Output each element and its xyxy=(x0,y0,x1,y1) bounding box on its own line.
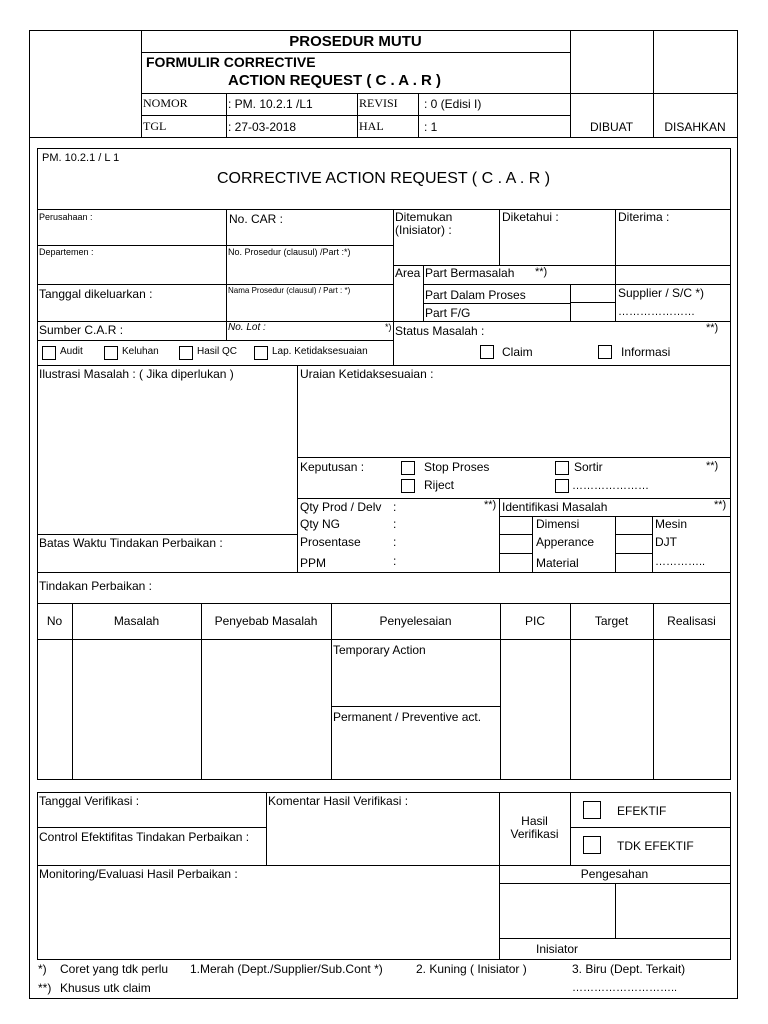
tindakan-perbaikan-label: Tindakan Perbaikan : xyxy=(39,579,152,593)
efektif-label: EFEKTIF xyxy=(617,804,667,818)
efektif-checkbox[interactable] xyxy=(583,801,601,819)
ditemukan-label-1: Ditemukan xyxy=(395,210,453,224)
hasil-qc-label: Hasil QC xyxy=(197,346,238,357)
col-pic-header: PIC xyxy=(524,614,545,628)
hasil-verifikasi-label-1: Hasil xyxy=(521,814,548,828)
informasi-checkbox[interactable] xyxy=(598,345,612,359)
lap-ketidaksesuaian-checkbox[interactable] xyxy=(254,346,268,360)
note2-mark: **) xyxy=(38,981,52,995)
departemen-label: Departemen : xyxy=(39,247,94,257)
col-target-header: Target xyxy=(594,614,629,628)
nomor-label: NOMOR xyxy=(143,96,188,110)
revisi-value: : 0 (Edisi I) xyxy=(424,97,482,111)
dibuat-label: DIBUAT xyxy=(589,120,634,134)
inisiator-label: Inisiator xyxy=(535,942,579,956)
temporary-action-label: Temporary Action xyxy=(333,643,426,657)
nomor-value: : PM. 10.2.1 /L1 xyxy=(228,97,313,111)
tanggal-dikeluarkan-label: Tanggal dikeluarkan : xyxy=(39,287,153,301)
other-keputusan-dots: ………………… xyxy=(572,480,649,492)
disahkan-label: DISAHKAN xyxy=(664,120,726,134)
monitoring-label: Monitoring/Evaluasi Hasil Perbaikan : xyxy=(39,867,238,881)
col-no-header: No xyxy=(46,614,63,628)
supplier-label: Supplier / S/C *) xyxy=(618,286,705,300)
pengesahan-label: Pengesahan xyxy=(580,867,649,881)
keluhan-checkbox[interactable] xyxy=(104,346,118,360)
col-penyelesaian-header: Penyelesaian xyxy=(379,614,452,628)
permanent-action-label: Permanent / Preventive act. xyxy=(333,710,482,724)
no-lot-note: *) xyxy=(385,322,392,332)
form-title-line2: ACTION REQUEST ( C . A . R ) xyxy=(228,72,442,89)
ditemukan-label-2: (Inisiator) : xyxy=(395,223,452,237)
header-title: PROSEDUR MUTU xyxy=(289,33,422,50)
qty-ng-label: Qty NG xyxy=(300,517,341,531)
lap-ketidaksesuaian-label: Lap. Ketidaksesuaian xyxy=(272,346,368,357)
identifikasi-note: **) xyxy=(714,499,727,511)
no-prosedur-label: No. Prosedur (clausul) /Part :*) xyxy=(228,247,351,257)
stop-proses-checkbox[interactable] xyxy=(401,461,415,475)
batas-waktu-label: Batas Waktu Tindakan Perbaikan : xyxy=(39,536,223,550)
status-masalah-label: Status Masalah : xyxy=(395,324,485,338)
sortir-checkbox[interactable] xyxy=(555,461,569,475)
keputusan-label: Keputusan : xyxy=(300,460,365,474)
prosentase-label: Prosentase xyxy=(300,535,361,549)
komentar-label: Komentar Hasil Verifikasi : xyxy=(268,794,409,808)
col-realisasi-header: Realisasi xyxy=(667,614,716,628)
audit-label: Audit xyxy=(60,346,83,357)
ppm-label: PPM xyxy=(300,556,327,570)
other-keputusan-checkbox[interactable] xyxy=(555,479,569,493)
diterima-label: Diterima : xyxy=(618,210,670,224)
qty-prod-colon: : xyxy=(393,500,397,514)
hal-label: HAL xyxy=(359,119,384,133)
mesin-label: Mesin xyxy=(655,517,688,531)
djt-label: DJT xyxy=(655,535,677,549)
diketahui-label: Diketahui : xyxy=(502,210,559,224)
keputusan-note: **) xyxy=(706,460,719,472)
riject-checkbox[interactable] xyxy=(401,479,415,493)
dimensi-label: Dimensi xyxy=(536,517,580,531)
note2-text: Khusus utk claim xyxy=(60,981,151,995)
form-title: CORRECTIVE ACTION REQUEST ( C . A . R ) xyxy=(216,170,551,187)
color-biru: 3. Biru (Dept. Terkait) xyxy=(572,962,686,976)
part-dalam-proses-label: Part Dalam Proses xyxy=(425,288,526,302)
perusahaan-label: Perusahaan : xyxy=(39,212,93,222)
supplier-dots: ………………… xyxy=(618,306,695,318)
area-label: Area xyxy=(395,266,421,280)
no-car-label: No. CAR : xyxy=(229,212,284,226)
note1-text: Coret yang tdk perlu xyxy=(60,962,169,976)
col-penyebab-header: Penyebab Masalah xyxy=(214,614,318,628)
ppm-colon: : xyxy=(393,554,397,568)
stop-proses-label: Stop Proses xyxy=(424,460,490,474)
footer-dots: ……………………….. xyxy=(572,982,678,994)
part-bermasalah-note: **) xyxy=(535,266,548,278)
hasil-qc-checkbox[interactable] xyxy=(179,346,193,360)
hal-value: : 1 xyxy=(424,120,438,134)
sumber-car-label: Sumber C.A.R : xyxy=(39,323,124,337)
claim-label: Claim xyxy=(502,345,533,359)
qty-prod-note: **) xyxy=(484,499,497,511)
nama-prosedur-label: Nama Prosedur (clausul) / Part : *) xyxy=(228,286,351,295)
audit-checkbox[interactable] xyxy=(42,346,56,360)
no-lot-label: No. Lot : xyxy=(228,322,266,333)
riject-label: Riject xyxy=(424,478,455,492)
part-fg-label: Part F/G xyxy=(425,306,471,320)
color-merah: 1.Merah (Dept./Supplier/Sub.Cont *) xyxy=(190,962,383,976)
material-label: Material xyxy=(536,556,579,570)
tgl-value: : 27-03-2018 xyxy=(228,120,297,134)
tdk-efektif-label: TDK EFEKTIF xyxy=(617,839,694,853)
hasil-verifikasi-label-2: Verifikasi xyxy=(510,827,559,841)
ilustrasi-label: Ilustrasi Masalah : ( Jika diperlukan ) xyxy=(39,367,234,381)
control-efektifitas-label: Control Efektifitas Tindakan Perbaikan : xyxy=(39,830,250,844)
revisi-label: REVISI xyxy=(359,96,398,110)
part-bermasalah-label: Part Bermasalah xyxy=(425,266,515,280)
tanggal-verifikasi-label: Tanggal Verifikasi : xyxy=(39,794,140,808)
form-code: PM. 10.2.1 / L 1 xyxy=(42,152,120,164)
tdk-efektif-checkbox[interactable] xyxy=(583,836,601,854)
tgl-label: TGL xyxy=(143,119,167,133)
keluhan-label: Keluhan xyxy=(122,346,159,357)
prosentase-colon: : xyxy=(393,535,397,549)
qty-prod-label: Qty Prod / Delv xyxy=(300,500,382,514)
identifikasi-label: Identifikasi Masalah xyxy=(502,500,608,514)
mesin-dots: ………….. xyxy=(655,556,706,568)
status-masalah-note: **) xyxy=(706,322,719,334)
informasi-label: Informasi xyxy=(621,345,671,359)
form-title-line1: FORMULIR CORRECTIVE xyxy=(146,54,316,70)
qty-ng-colon: : xyxy=(393,517,397,531)
apperance-label: Apperance xyxy=(536,535,595,549)
claim-checkbox[interactable] xyxy=(480,345,494,359)
color-kuning: 2. Kuning ( Inisiator ) xyxy=(416,962,527,976)
note1-mark: *) xyxy=(38,962,47,976)
sortir-label: Sortir xyxy=(574,460,603,474)
uraian-label: Uraian Ketidaksesuaian : xyxy=(300,367,434,381)
col-masalah-header: Masalah xyxy=(113,614,160,628)
